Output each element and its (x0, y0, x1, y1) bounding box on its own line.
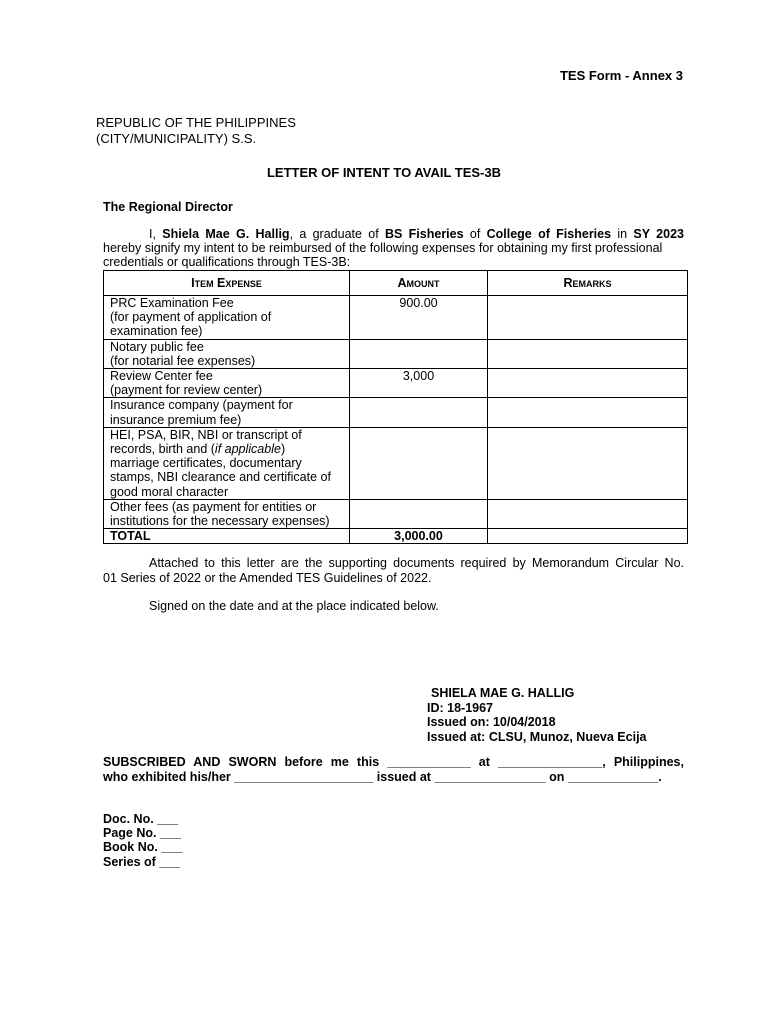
remarks-cell (488, 369, 688, 398)
item-line: good moral character (110, 484, 229, 499)
document-header (96, 115, 296, 147)
item-line: examination fee) (110, 324, 203, 339)
sworn-statement (103, 755, 684, 785)
item-line: institutions for the necessary expenses) (110, 514, 330, 529)
applicant-name: Shiela Mae G. Hallig (162, 227, 290, 241)
item-line: Insurance company (payment for (110, 398, 293, 413)
attached-line-1: Attached to this letter are the supporting documents required by Memorandum Circular No. (149, 556, 684, 570)
amount-cell (350, 398, 488, 427)
intro-rest: hereby signify my intent to be reimbursed of the following expenses for obtaining my first professional credentials or qualifications through TES-3B: (103, 241, 663, 269)
item-cell (104, 296, 350, 340)
item-line: insurance premium fee) (110, 412, 242, 427)
table-row (104, 339, 688, 368)
item-line: Notary public fee (110, 339, 204, 354)
intro-paragraph (103, 227, 684, 269)
amount-cell: 900.00 (350, 296, 488, 340)
if-applicable-emphasis: if applicable (214, 442, 281, 457)
item-cell (104, 339, 350, 368)
doc-no-field: Doc. No. ___ (103, 812, 179, 826)
intro-text: , a graduate of (289, 227, 385, 241)
item-cell (104, 369, 350, 398)
item-line: Review Center fee (110, 369, 213, 384)
program-name: BS Fisheries (385, 227, 464, 241)
sworn-line-2: who exhibited his/her ____________________ issued at ________________ on _____________. (103, 770, 662, 784)
signatory-name: SHIELA MAE G. HALLIG (431, 686, 575, 700)
total-amount: 3,000.00 (350, 529, 488, 544)
signature-block (427, 686, 647, 744)
signatory-id: ID: 18-1967 (427, 700, 494, 715)
amount-cell (350, 339, 488, 368)
item-line: (payment for review center) (110, 383, 263, 398)
table-row (104, 427, 688, 499)
table-row (104, 398, 688, 427)
letter-title: LETTER OF INTENT TO AVAIL TES-3B (266, 165, 501, 180)
table-row (104, 499, 688, 528)
intro-text: of (463, 227, 487, 241)
addressee: The Regional Director (103, 200, 233, 214)
amount-cell: 3,000 (350, 369, 488, 398)
remarks-cell (488, 427, 688, 499)
signatory-issued-at: Issued at: CLSU, Munoz, Nueva Ecija (427, 729, 647, 744)
item-line: (for payment of application of (110, 310, 272, 325)
intro-first-line (103, 227, 684, 241)
header-amount: Amount (350, 271, 488, 296)
remarks-cell (488, 398, 688, 427)
expense-table (103, 270, 688, 544)
item-cell (104, 499, 350, 528)
remarks-cell (488, 339, 688, 368)
amount-cell (350, 499, 488, 528)
total-label: TOTAL (104, 529, 350, 544)
intro-prefix: I, (149, 227, 163, 241)
signed-paragraph: Signed on the date and at the place indicated below. (149, 599, 439, 613)
table-header-row (104, 271, 688, 296)
table-row (104, 296, 688, 340)
total-row (104, 529, 688, 544)
signatory-issued-on: Issued on: 10/04/2018 (427, 715, 556, 729)
college-name: College of Fisheries (486, 227, 612, 241)
item-line: records, birth and (if applicable) (110, 442, 286, 457)
item-cell (104, 398, 350, 427)
total-remarks (488, 529, 688, 544)
remarks-cell (488, 499, 688, 528)
item-line: HEI, PSA, BIR, NBI or transcript of (110, 427, 302, 442)
attached-paragraph (103, 556, 684, 585)
item-line: Other fees (as payment for entities or (110, 499, 317, 514)
item-line: PRC Examination Fee (110, 296, 234, 310)
item-line: stamps, NBI clearance and certificate of (110, 470, 331, 485)
intro-text: in (611, 227, 634, 241)
notary-doc-fields (103, 812, 182, 869)
item-line: (for notarial fee expenses) (110, 353, 256, 368)
header-line-2: (CITY/MUNICIPALITY) S.S. (96, 131, 257, 146)
book-no-field: Book No. ___ (103, 840, 183, 855)
attached-line-2: 01 Series of 2022 or the Amended TES Guidelines of 2022. (103, 570, 432, 585)
sworn-line-1: SUBSCRIBED AND SWORN before me this ____________ at _______________, Philippines, (103, 755, 684, 769)
remarks-cell (488, 296, 688, 340)
header-line-1: REPUBLIC OF THE PHILIPPINES (96, 115, 296, 130)
header-remarks: Remarks (488, 271, 688, 296)
header-item-expense: Item Expense (104, 271, 350, 296)
item-cell (104, 427, 350, 499)
amount-cell (350, 427, 488, 499)
table-row (104, 369, 688, 398)
series-field: Series of ___ (103, 854, 181, 869)
item-line: marriage certificates, documentary (110, 456, 302, 471)
form-tag: TES Form - Annex 3 (559, 68, 683, 83)
page-no-field: Page No. ___ (103, 826, 181, 841)
school-year: SY 2023 (633, 227, 684, 241)
